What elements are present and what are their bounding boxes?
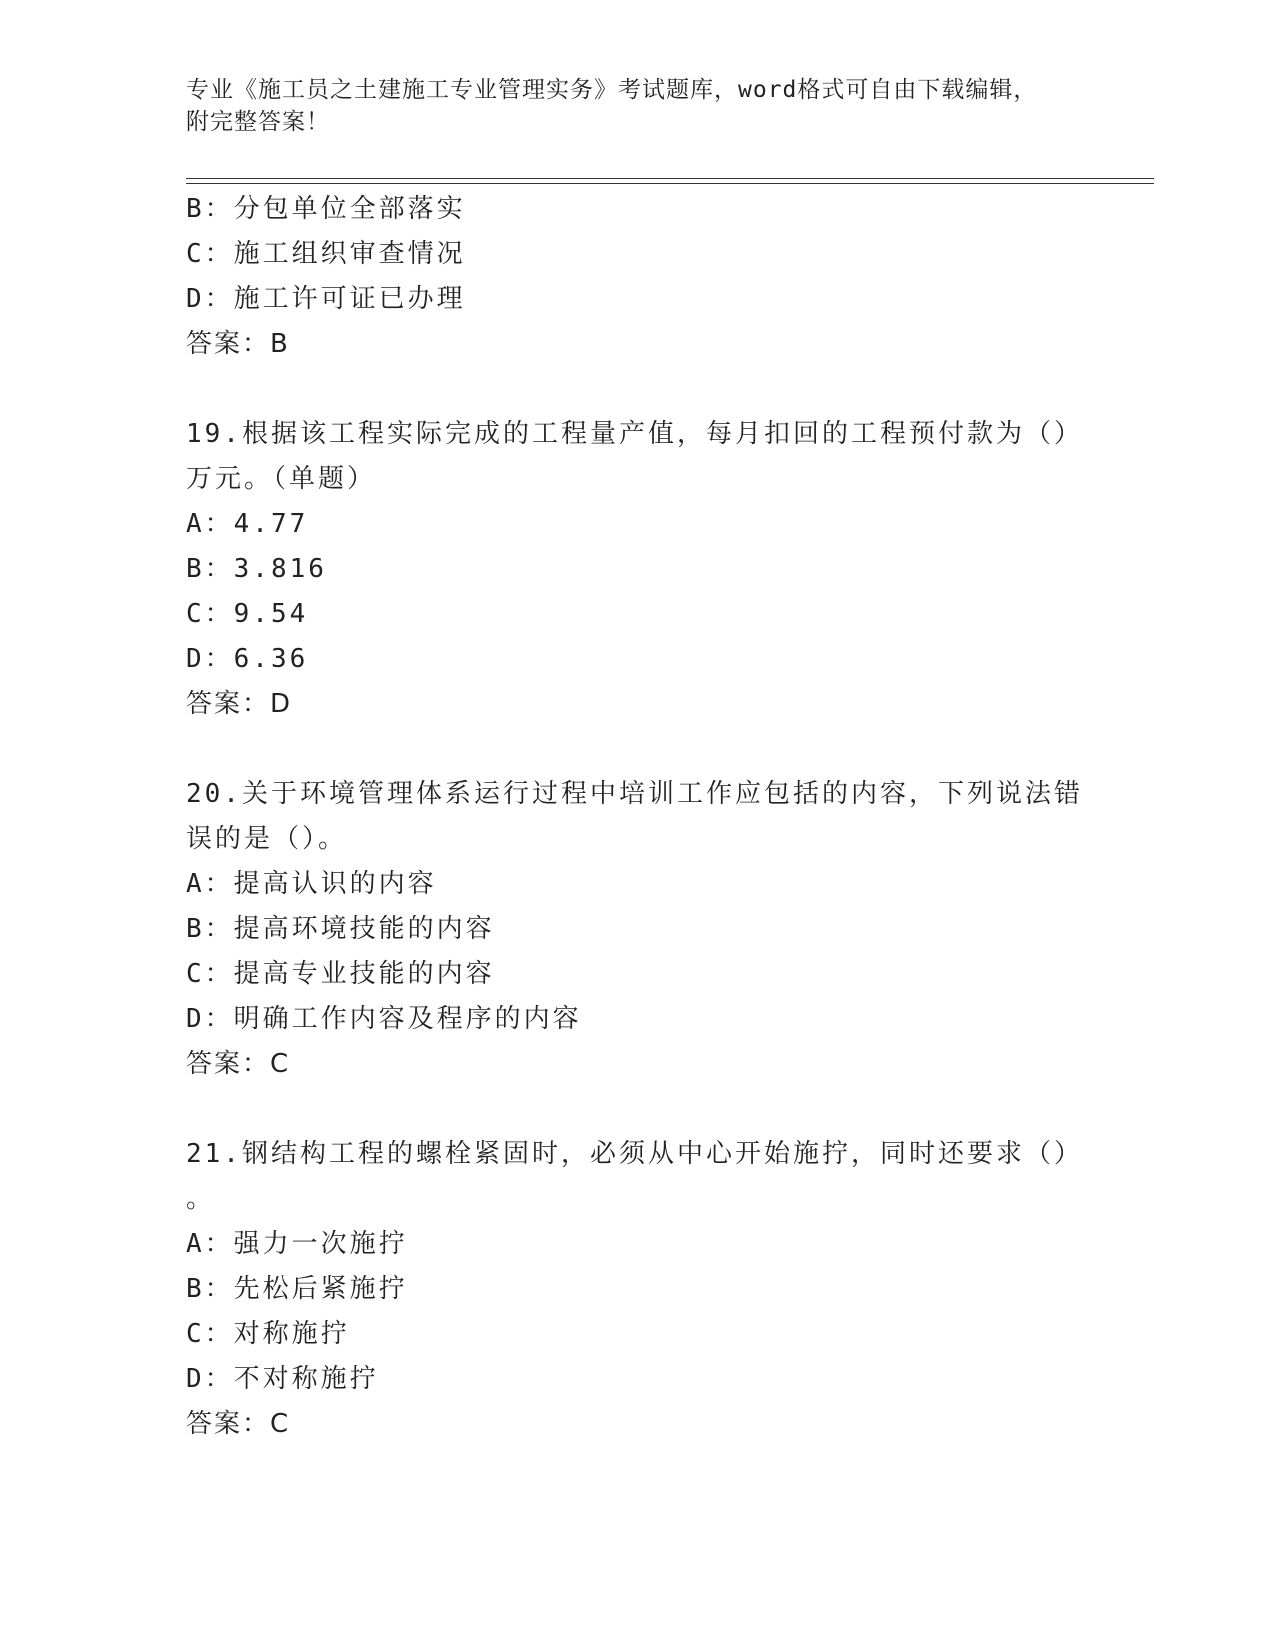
q21-option-b: B：先松后紧施拧 (186, 1274, 408, 1304)
q21-stem-line-1: 21.钢结构工程的螺栓紧固时，必须从中心开始施拧，同时还要求（） (186, 1139, 1083, 1169)
header-divider-top (186, 178, 1154, 179)
q19-option-a: A：4.77 (186, 509, 309, 539)
q20-option-a: A：提高认识的内容 (186, 869, 437, 899)
q20-stem-line-2: 误的是（）。 (186, 824, 348, 854)
q20-stem-line-1: 20.关于环境管理体系运行过程中培训工作应包括的内容，下列说法错 (186, 779, 1083, 809)
q21-stem-line-2: 。 (186, 1184, 216, 1214)
q21-option-c: C：对称施拧 (186, 1319, 350, 1349)
q18-option-b: B：分包单位全部落实 (186, 194, 466, 224)
q18-option-c: C：施工组织审查情况 (186, 239, 466, 269)
q19-stem-line-1: 19.根据该工程实际完成的工程量产值，每月扣回的工程预付款为（） (186, 419, 1083, 449)
document-header (186, 74, 1066, 138)
q21-option-a: A：强力一次施拧 (186, 1229, 408, 1259)
q19-stem-line-2: 万元。（单题） (186, 464, 377, 494)
q20-option-b: B：提高环境技能的内容 (186, 914, 495, 944)
q18-option-d: D：施工许可证已办理 (186, 284, 466, 314)
header-divider-bottom (186, 183, 1154, 184)
header-line-2: 附完整答案！ (186, 109, 330, 135)
q21-option-d: D：不对称施拧 (186, 1364, 379, 1394)
q18-answer: 答案：B (186, 329, 290, 359)
q19-option-b: B：3.816 (186, 554, 327, 584)
q20-option-d: D：明确工作内容及程序的内容 (186, 1004, 582, 1034)
header-line-1: 专业《施工员之土建施工专业管理实务》考试题库，word格式可自由下载编辑， (186, 77, 1038, 103)
q19-answer: 答案：D (186, 689, 293, 719)
q20-answer: 答案：C (186, 1049, 291, 1079)
q20-option-c: C：提高专业技能的内容 (186, 959, 495, 989)
q19-option-c: C：9.54 (186, 599, 309, 629)
q21-answer: 答案：C (186, 1409, 291, 1439)
q19-option-d: D：6.36 (186, 644, 309, 674)
